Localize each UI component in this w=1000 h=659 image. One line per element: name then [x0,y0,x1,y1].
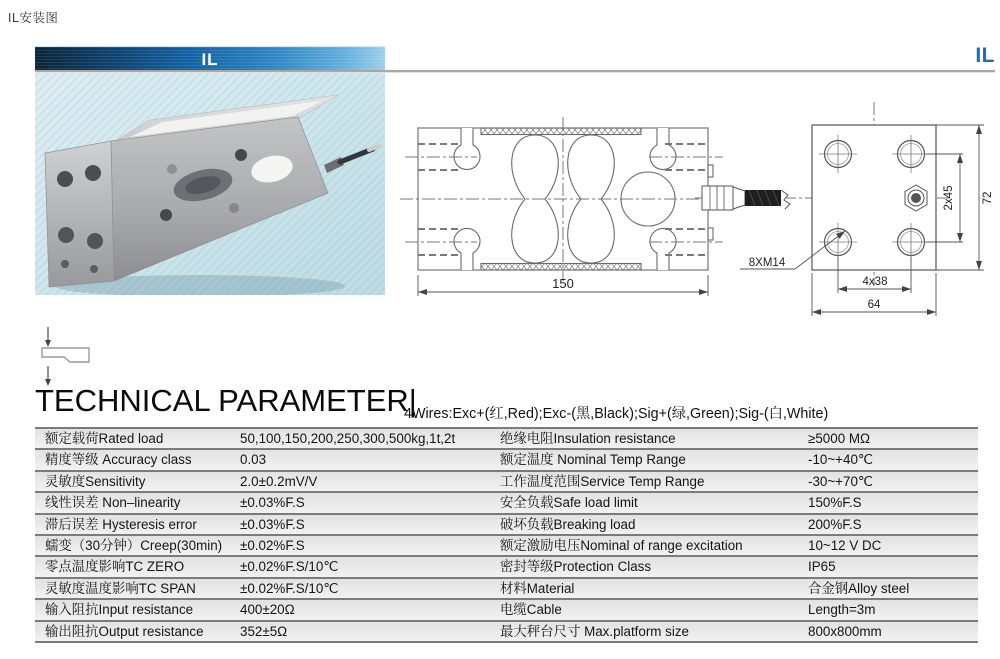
table-row [35,620,978,641]
parameter-value-left: 50,100,150,200,250,300,500kg,1t,2t [240,431,456,446]
parameter-value-left: 0.03 [240,452,267,468]
table-row [35,534,978,555]
parameter-name-right: 额定温度 Nominal Temp Range [500,452,686,468]
drawing-top-view [395,95,735,310]
table-row [35,555,978,576]
header-divider [35,70,995,72]
parameter-value-right: ≥5000 MΩ [808,431,871,446]
model-banner-label: IL [201,50,219,69]
dim-height-72: 72 [982,191,994,205]
parameter-value-left: ±0.03%F.S [240,495,305,511]
parameter-value-left: 400±20Ω [240,602,295,618]
dim-base-width-64: 64 [867,299,881,311]
parameter-name-left: 精度等级 Accuracy class [45,452,192,468]
parameter-name-left: 蠕变（30分钟）Creep(30min) [45,537,223,553]
load-direction-icon [30,322,110,392]
parameter-name-left: 零点温度影响TC ZERO [45,559,185,575]
parameter-name-left: 额定载荷Rated load [45,431,164,446]
dim-hole-spacing-horizontal: 4x38 [862,276,888,288]
model-banner [35,46,385,73]
drawing-end-view [695,90,1000,325]
table-row [35,577,978,598]
parameter-name-right: 最大秤台尺寸 Max.platform size [500,623,689,639]
parameter-name-right: 密封等级Protection Class [500,559,652,575]
table-row [35,448,978,469]
parameter-name-right: 材料Material [500,580,575,596]
dim-hole-spacing-vertical: 2x45 [943,185,955,211]
table-row [35,470,978,491]
table-row [35,598,978,619]
parameter-name-left: 灵敏度Sensitivity [45,473,146,489]
parameter-value-right: -10~+40℃ [808,452,873,468]
parameter-value-left: 352±5Ω [240,623,288,639]
product-photo [35,73,385,295]
parameter-value-left: 2.0±0.2mV/V [240,473,318,489]
parameter-value-right: 800x800mm [808,623,882,639]
parameter-value-left: ±0.02%F.S/10℃ [240,580,339,596]
dim-length-150: 150 [552,276,574,291]
parameter-value-right: IP65 [808,559,836,575]
parameter-name-right: 安全负载Safe load limit [500,495,638,511]
parameter-value-right: 150%F.S [808,495,862,511]
parameter-value-right: 合金钢Alloy steel [808,580,910,596]
parameter-name-left: 线性误差 Non–linearity [45,495,181,511]
table-row [35,513,978,534]
parameter-name-left: 灵敏度温度影响TC SPAN [45,580,196,596]
parameter-value-right: 200%F.S [808,516,862,532]
table-row [35,491,978,512]
parameter-name-right: 工作温度范围Service Temp Range [500,473,705,489]
parameter-name-left: 滞后误差 Hysteresis error [45,516,197,532]
parameter-name-right: 绝缘电阻Insulation resistance [500,431,676,446]
parameter-value-left: ±0.03%F.S [240,516,305,532]
parameter-name-right: 电缆Cable [500,602,562,618]
model-label-right: IL [975,44,995,67]
parameter-value-left: ±0.02%F.S/10℃ [240,559,339,575]
wiring-note: 4Wires:Exc+(红,Red);Exc-(黑,Black);Sig+(绿,Green);Sig-(白,White) [404,406,829,422]
page-title: IL安装图 [8,11,59,25]
parameter-name-left: 输出阻抗Output resistance [45,623,204,639]
parameter-name-right: 破坏负载Breaking load [500,516,636,532]
parameter-value-right: 10~12 V DC [808,537,882,553]
section-heading: TECHNICAL PARAMETER| [35,383,417,418]
parameter-table [35,427,978,643]
parameter-value-right: -30~+70℃ [808,473,873,489]
parameter-name-right: 额定激励电压Nominal of range excitation [500,537,743,553]
table-row [35,427,978,448]
parameter-value-right: Length=3m [808,602,876,618]
thread-callout-8xm14: 8XM14 [748,257,786,269]
parameter-name-left: 输入阻抗Input resistance [45,602,194,618]
parameter-value-left: ±0.02%F.S [240,537,305,553]
cable-gland-drawing [702,186,790,210]
